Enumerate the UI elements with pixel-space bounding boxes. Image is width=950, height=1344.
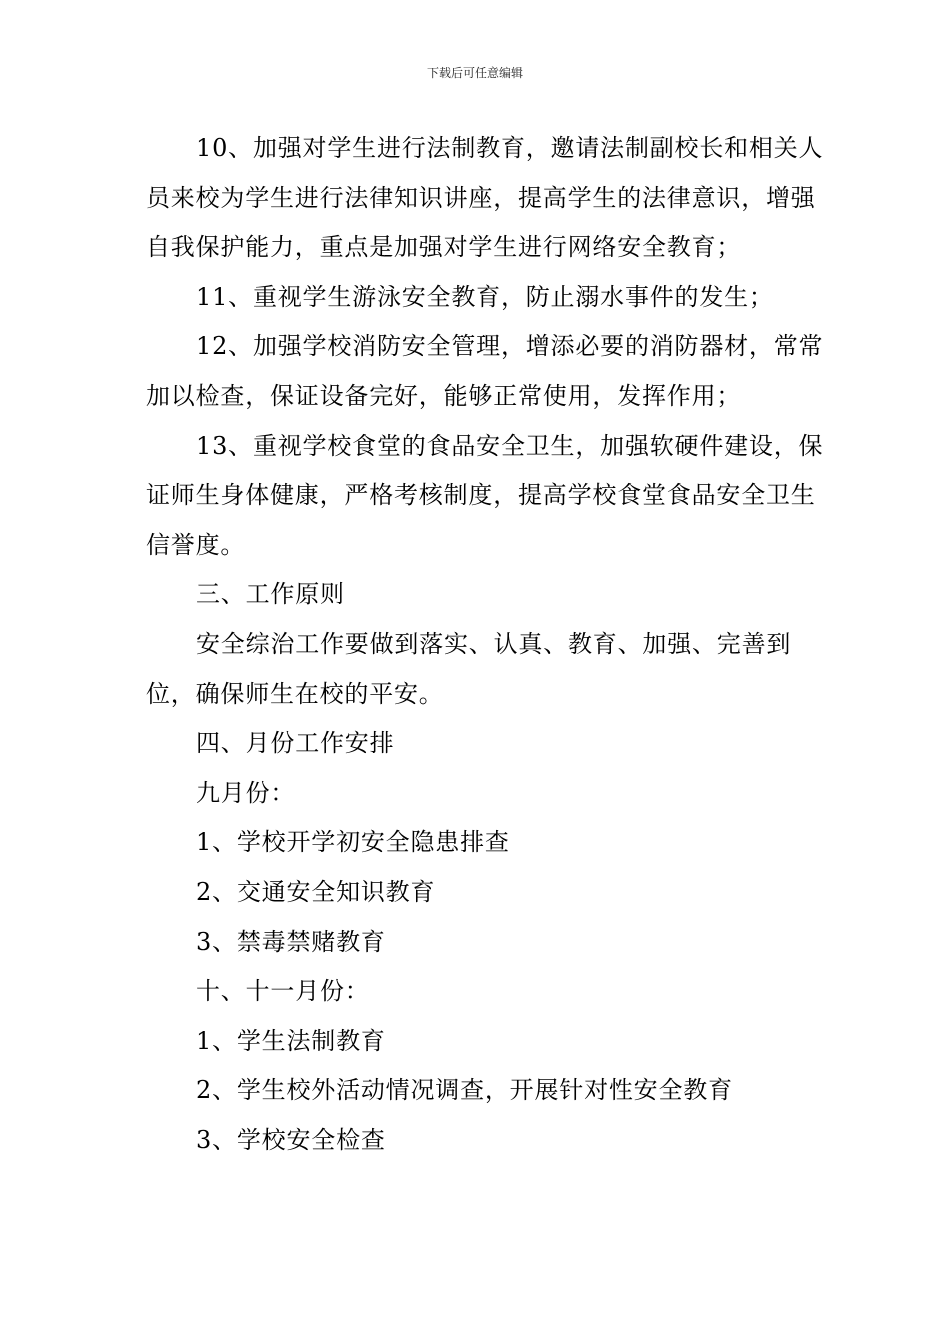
paragraph-item-10: 10、加强对学生进行法制教育，邀请法制副校长和相关人员来校为学生进行法律知识讲座，提高学生的法律意识，增强自我保护能力，重点是加强对学生进行网络安全教育；	[146, 134, 824, 262]
paragraph-item-13: 13、重视学校食堂的食品安全卫生，加强软硬件建设，保证师生身体健康，严格考核制度，提高学校食堂食品安全卫生信誉度。	[146, 431, 824, 559]
list-item: 2、交通安全知识教育	[196, 877, 436, 906]
section-heading-monthly-plan: 四、月份工作安排	[196, 729, 395, 758]
month-heading-oct-nov: 十、十一月份：	[196, 977, 370, 1006]
section-heading-principles: 三、工作原则	[196, 580, 345, 609]
paragraph-principles: 安全综治工作要做到落实、认真、教育、加强、完善到位，确保师生在校的平安。	[146, 629, 792, 708]
list-item: 3、禁毒禁赌教育	[196, 927, 386, 956]
paragraph-item-11: 11、重视学生游泳安全教育，防止溺水事件的发生；	[196, 282, 774, 311]
list-item: 1、学生法制教育	[196, 1026, 386, 1055]
document-body	[146, 124, 826, 1165]
month-heading-september: 九月份：	[196, 778, 296, 807]
list-item: 1、学校开学初安全隐患排查	[196, 828, 510, 857]
paragraph-item-12: 12、加强学校消防安全管理，增添必要的消防器材，常常加以检查，保证设备完好，能够正常使用，发挥作用；	[146, 332, 824, 410]
list-item: 3、学校安全检查	[196, 1125, 386, 1154]
page-header: 下载后可任意编辑	[426, 66, 523, 80]
list-item: 2、学生校外活动情况调查，开展针对性安全教育	[196, 1076, 733, 1105]
